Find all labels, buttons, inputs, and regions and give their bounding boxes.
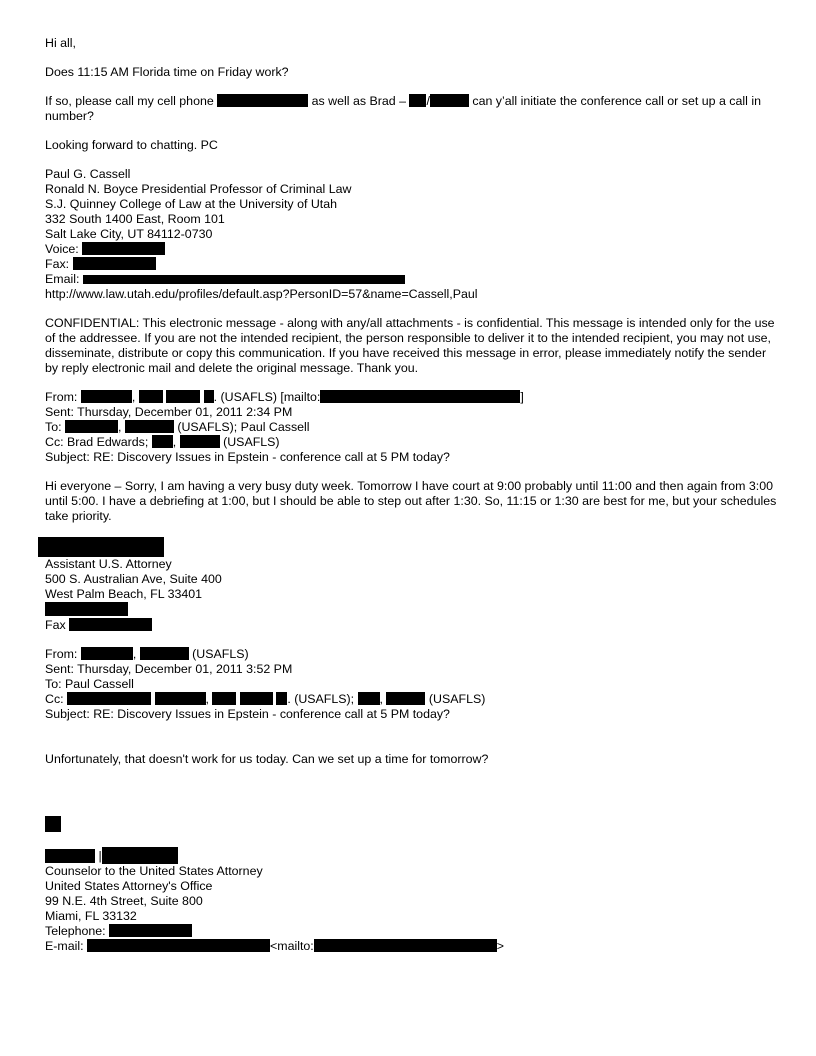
- cc-line: [45, 692, 780, 707]
- redaction: [38, 537, 164, 557]
- signature-email: [45, 939, 780, 954]
- redaction: [45, 602, 128, 616]
- to-rest: (USAFLS); Paul Cassell: [177, 420, 310, 434]
- bracket: ]: [520, 390, 524, 404]
- fax-label: Fax: [45, 618, 66, 632]
- redaction: [109, 924, 192, 937]
- redaction: [155, 692, 206, 705]
- signature-email: [45, 272, 780, 287]
- signature-fax: [45, 618, 780, 633]
- signature-title: Assistant U.S. Attorney: [45, 557, 172, 571]
- comma: ,: [131, 390, 136, 404]
- email-document: [45, 36, 780, 954]
- signature-name-redacted: [45, 537, 780, 557]
- cc-rest: (USAFLS): [223, 435, 280, 449]
- signature-college: S.J. Quinney College of Law at the University of Utah: [45, 197, 338, 211]
- redaction: [430, 94, 469, 107]
- cc-rest: (USAFLS): [428, 692, 486, 706]
- redaction: [69, 618, 152, 631]
- redaction: [217, 94, 308, 107]
- mailto-open: <mailto:: [270, 939, 314, 953]
- redaction: [139, 390, 163, 403]
- signature-address-2: West Palm Beach, FL 33401: [45, 587, 203, 601]
- redaction: [125, 420, 174, 433]
- mailto-close: >: [496, 939, 504, 953]
- sent-line: Sent: Thursday, December 01, 2011 2:34 PM: [45, 405, 293, 419]
- redaction: [65, 420, 118, 433]
- redaction: [204, 390, 214, 403]
- signature-voice: [45, 242, 780, 257]
- signature-block: [45, 167, 780, 302]
- cc-label: Cc:: [45, 692, 64, 706]
- signature-fax: [45, 257, 780, 272]
- redaction: [45, 849, 95, 863]
- redaction: [240, 692, 273, 705]
- cc-label: Cc: Brad Edwards;: [45, 435, 149, 449]
- signature-phone-redacted: [45, 602, 780, 618]
- email-label: E-mail:: [45, 939, 84, 953]
- redaction: [83, 275, 405, 284]
- to-line: [45, 420, 780, 435]
- comma: ,: [379, 692, 383, 706]
- redaction: [358, 692, 380, 705]
- redaction: [87, 939, 270, 952]
- subject-line: Subject: RE: Discovery Issues in Epstein - conference call at 5 PM today?: [45, 707, 450, 721]
- from-label: From:: [45, 647, 78, 661]
- fax-label: Fax:: [45, 257, 70, 271]
- greeting: Hi all,: [45, 36, 76, 50]
- redaction: [409, 94, 426, 107]
- comma: ,: [117, 420, 122, 434]
- to-line: To: Paul Cassell: [45, 677, 134, 691]
- comma: ,: [172, 435, 177, 449]
- telephone-label: Telephone:: [45, 924, 106, 938]
- from-label: From:: [45, 390, 78, 404]
- redaction: [67, 692, 151, 705]
- signature-phone: [45, 924, 780, 939]
- redaction: [212, 692, 236, 705]
- redaction: [82, 242, 165, 255]
- call-slash: /: [426, 94, 430, 108]
- signature-title: Counselor to the United States Attorney: [45, 864, 263, 878]
- voice-label: Voice:: [45, 242, 79, 256]
- redaction: [45, 816, 61, 832]
- signature-address-1: 99 N.E. 4th Street, Suite 800: [45, 894, 203, 908]
- message-header-2: [45, 647, 780, 722]
- from-rest: (USAFLS): [192, 647, 249, 661]
- signature-office: United States Attorney's Office: [45, 879, 213, 893]
- email-label: Email:: [45, 272, 80, 286]
- redaction: [314, 939, 497, 952]
- closing-line: Looking forward to chatting. PC: [45, 138, 218, 152]
- call-text-1: If so, please call my cell phone: [45, 94, 214, 108]
- question-line: Does 11:15 AM Florida time on Friday work?: [45, 65, 289, 79]
- to-label: To:: [45, 420, 62, 434]
- from-line: [45, 647, 780, 662]
- from-line: [45, 390, 780, 405]
- from-middle: . (USAFLS) [mailto:: [213, 390, 321, 404]
- signature-address-1: 500 S. Australian Ave, Suite 400: [45, 572, 222, 586]
- signature-url[interactable]: http://www.law.utah.edu/profiles/default.asp?PersonID=57&name=Cassell,Paul: [45, 287, 478, 301]
- signature-name: Paul G. Cassell: [45, 167, 131, 181]
- signature-address-2: Miami, FL 33132: [45, 909, 137, 923]
- signature-address-1: 332 South 1400 East, Room 101: [45, 212, 225, 226]
- subject-line: Subject: RE: Discovery Issues in Epstein - conference call at 5 PM today?: [45, 450, 450, 464]
- redaction: [102, 847, 178, 864]
- redaction: [166, 390, 200, 403]
- signature-block-2: [45, 537, 780, 633]
- redaction: [386, 692, 425, 705]
- signature-title: Ronald N. Boyce Presidential Professor of Criminal Law: [45, 182, 352, 196]
- comma: ,: [205, 692, 209, 706]
- redaction: [140, 647, 189, 660]
- call-paragraph: [45, 94, 780, 124]
- signature-mark: [45, 816, 780, 840]
- cc-middle: . (USAFLS);: [287, 692, 355, 706]
- redaction: [320, 390, 520, 403]
- redaction: [152, 435, 173, 448]
- redaction: [73, 257, 156, 270]
- message-body-1: Hi everyone – Sorry, I am having a very busy duty week. Tomorrow I have court at 9:00 probably until 11:00 and then again from 3:00 until 5:00. I have a debriefing at 1:00, but I should be able to step out after 1:30. So, 11:15 or 1:30 are best for me, but your schedules take priority.: [45, 479, 777, 523]
- call-text-3: can y’all initiate the conference call or set up a call in number?: [45, 94, 761, 123]
- call-text-2: as well as Brad –: [311, 94, 407, 108]
- signature-name-redacted: [45, 847, 780, 864]
- redaction: [81, 390, 132, 403]
- redaction: [276, 692, 287, 705]
- comma: ,: [132, 647, 137, 661]
- signature-block-3: [45, 816, 780, 954]
- cc-line: [45, 435, 780, 450]
- sent-line: Sent: Thursday, December 01, 2011 3:52 PM: [45, 662, 293, 676]
- redaction: [180, 435, 220, 448]
- separator: |: [98, 849, 102, 863]
- message-body-2: Unfortunately, that doesn't work for us today. Can we set up a time for tomorrow?: [45, 752, 489, 766]
- confidentiality-notice: CONFIDENTIAL: This electronic message - along with any/all attachments - is confidential. This message is intended only for the use of the addressee. If you are not the intended recipient, the person responsible to deliver it to the intended recipient, you may not use, disseminate, distribute or copy this communication. If you have received this message in error, please immediately notify the sender by reply electronic mail and delete the original message. Thank you.: [45, 316, 775, 375]
- signature-address-2: Salt Lake City, UT 84112-0730: [45, 227, 213, 241]
- redaction: [81, 647, 133, 660]
- message-header-1: [45, 390, 780, 465]
